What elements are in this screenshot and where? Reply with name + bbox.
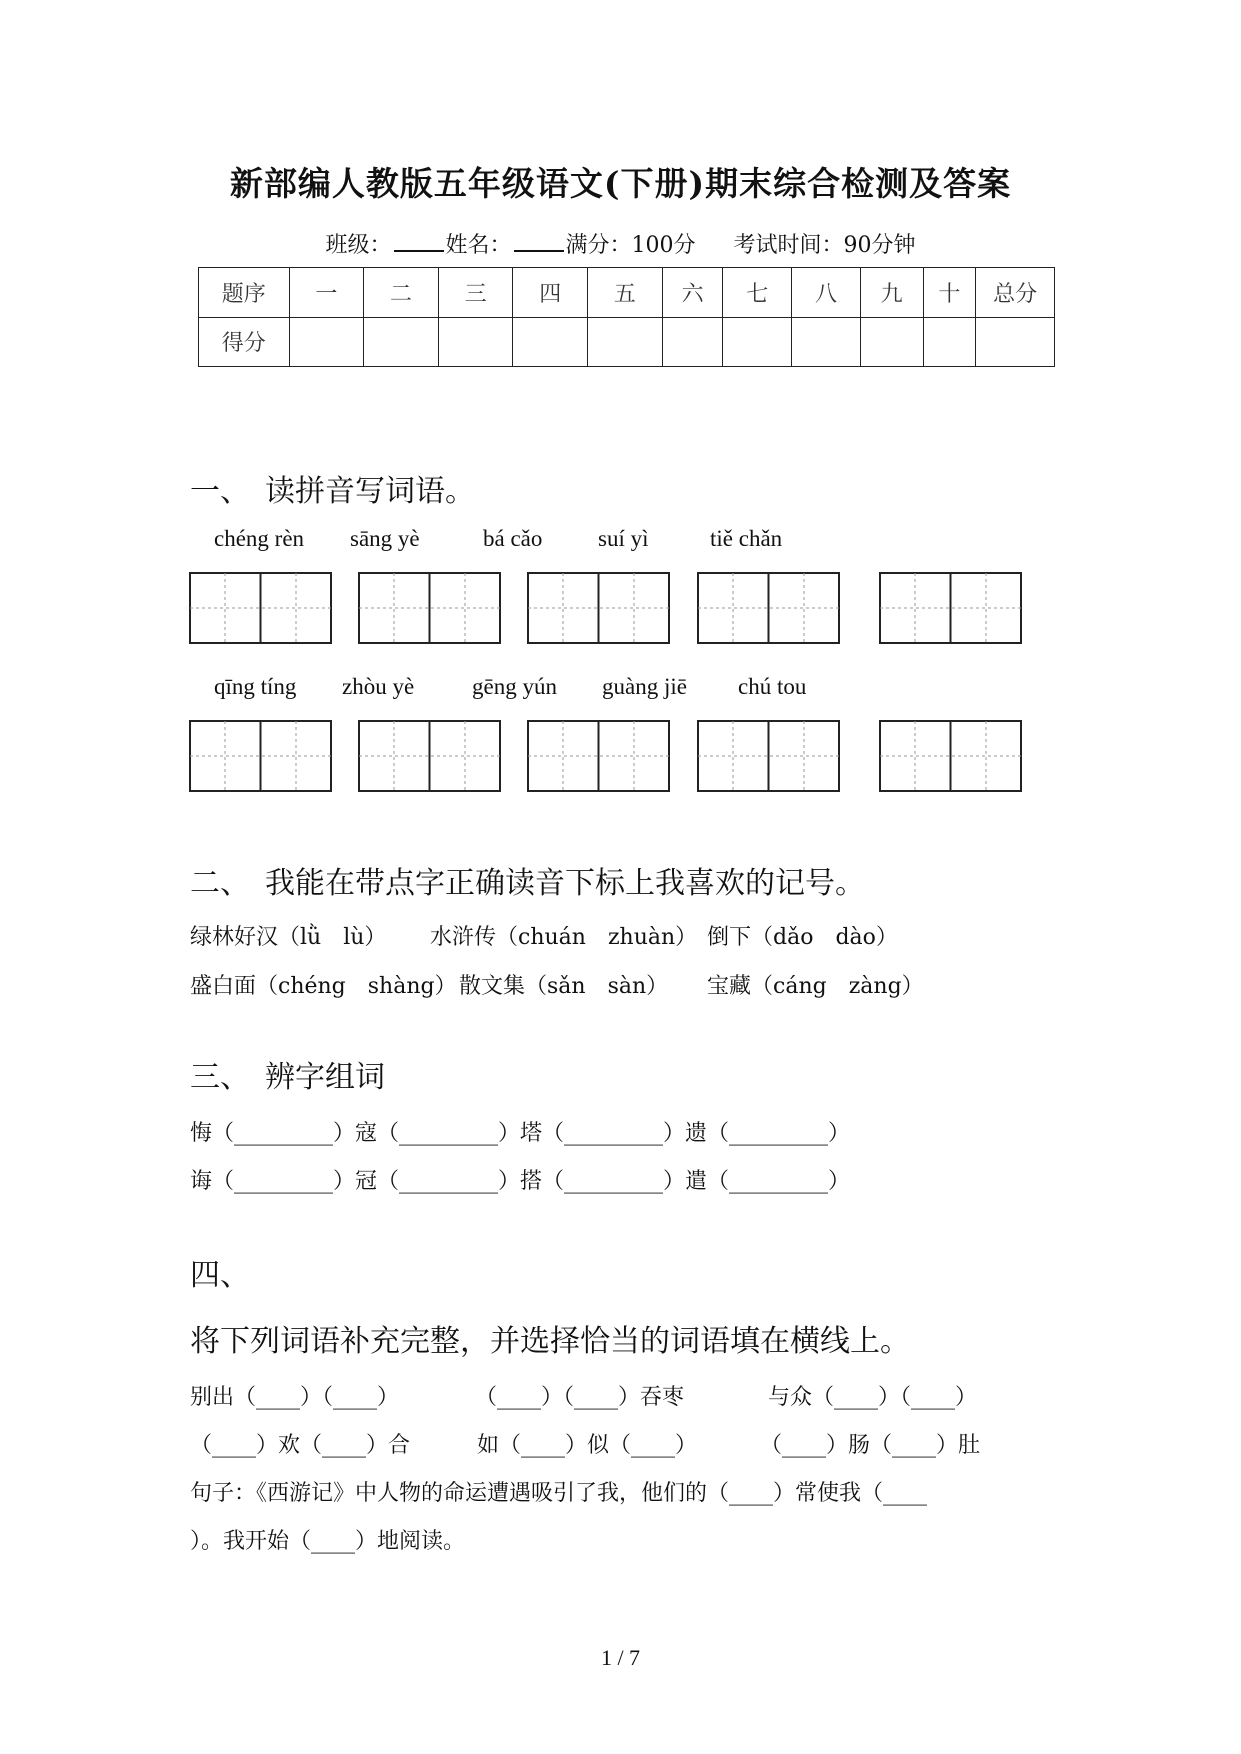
pinyin-label: sāng yè (350, 526, 420, 551)
full-score: 满分：100分 (565, 233, 696, 258)
q4-heading: 将下列词语补充完整，并选择恰当的词语填在横线上。 (190, 1324, 910, 1359)
pinyin-label: chéng rèn (214, 526, 305, 551)
class-label: 班级： (325, 233, 392, 258)
score-cell[interactable] (662, 317, 723, 367)
table-cell: 七 (723, 268, 792, 318)
score-cell[interactable] (588, 317, 663, 367)
page-number: 1 / 7 (600, 1645, 641, 1670)
score-table (198, 267, 1055, 367)
q2-item: 水浒传（chuán zhuàn） (430, 925, 698, 950)
score-cell[interactable] (860, 317, 923, 367)
score-cell[interactable] (723, 317, 792, 367)
writing-grid-box[interactable] (879, 572, 1022, 644)
q3-line[interactable]: 悔（_________）寇（_________）塔（_________）遗（_________） (190, 1121, 851, 1146)
q2-heading: 二、 我能在带点字正确读音下标上我喜欢的记号。 (190, 866, 865, 901)
q4-item[interactable]: （____）肠（____）肚 (760, 1433, 981, 1458)
exam-time: 考试时间：90分钟 (733, 233, 916, 258)
table-cell: 八 (792, 268, 861, 318)
q4-item[interactable]: 别出（____）（____） (190, 1385, 400, 1410)
pinyin-label: guàng jiē (602, 674, 687, 699)
class-blank[interactable] (394, 230, 444, 252)
score-cell[interactable] (438, 317, 513, 367)
score-cell[interactable] (976, 317, 1055, 367)
pinyin-label: qīng tíng (214, 674, 297, 699)
table-cell: 一 (289, 268, 364, 318)
q4-heading-number: 四、 (190, 1258, 250, 1293)
table-cell: 得分 (199, 317, 290, 367)
pinyin-label: chú tou (738, 674, 807, 699)
writing-grid-box[interactable] (358, 572, 501, 644)
q1-heading: 一、 读拼音写词语。 (190, 474, 475, 509)
name-blank[interactable] (514, 230, 564, 252)
table-cell: 十 (923, 268, 976, 318)
writing-grid-box[interactable] (358, 720, 501, 792)
score-cell[interactable] (923, 317, 976, 367)
score-cell[interactable] (289, 317, 364, 367)
q4-item[interactable]: 如（____）似（____） (477, 1433, 698, 1458)
pinyin-label: suí yì (598, 526, 649, 551)
writing-grid-box[interactable] (697, 720, 840, 792)
writing-grid-box[interactable] (527, 720, 670, 792)
q2-item: 倒下（dǎo dào） (707, 925, 898, 950)
writing-grid-box[interactable] (527, 572, 670, 644)
score-cell[interactable] (364, 317, 439, 367)
score-table-score-row (199, 317, 1055, 367)
pinyin-label: gēng yún (472, 674, 557, 699)
writing-grid-box[interactable] (189, 572, 332, 644)
q3-heading: 三、 辨字组词 (190, 1060, 385, 1095)
table-cell: 总分 (976, 268, 1055, 318)
score-cell[interactable] (792, 317, 861, 367)
table-cell: 六 (662, 268, 723, 318)
q2-item: 宝藏（cáng zàng） (707, 974, 924, 999)
pinyin-label: zhòu yè (342, 674, 415, 699)
pinyin-label: tiě chǎn (710, 526, 783, 551)
name-label: 姓名： (445, 233, 512, 258)
q4-sentence[interactable]: 句子：《西游记》中人物的命运遭遇吸引了我，他们的（____）常使我（____ (190, 1481, 928, 1506)
q4-item[interactable]: （____）欢（____）合 (190, 1433, 411, 1458)
score-cell[interactable] (513, 317, 588, 367)
writing-grid-box[interactable] (879, 720, 1022, 792)
pinyin-label: bá cǎo (483, 526, 543, 551)
writing-grid-box[interactable] (697, 572, 840, 644)
table-cell: 九 (860, 268, 923, 318)
q2-item: 盛白面（chéng shàng） (190, 974, 457, 999)
q4-item[interactable]: 与众（____）（____） (768, 1385, 978, 1410)
exam-info-line (0, 228, 1241, 259)
writing-grid-box[interactable] (189, 720, 332, 792)
q4-sentence[interactable]: ）。我开始（____）地阅读。 (190, 1529, 466, 1554)
table-cell: 二 (364, 268, 439, 318)
page-title: 新部编人教版五年级语文(下册)期末综合检测及答案 (229, 164, 1012, 203)
score-table-header-row (199, 268, 1055, 318)
table-cell: 四 (513, 268, 588, 318)
q4-item[interactable]: （____）（____）吞枣 (475, 1385, 685, 1410)
q2-item: 绿林好汉（lǜ lù） (190, 925, 387, 950)
q2-item: 散文集（sǎn sàn） (459, 974, 669, 999)
table-cell: 题序 (199, 268, 290, 318)
q3-line[interactable]: 诲（_________）冠（_________）搭（_________）遣（_________） (190, 1169, 851, 1194)
table-cell: 五 (588, 268, 663, 318)
table-cell: 三 (438, 268, 513, 318)
